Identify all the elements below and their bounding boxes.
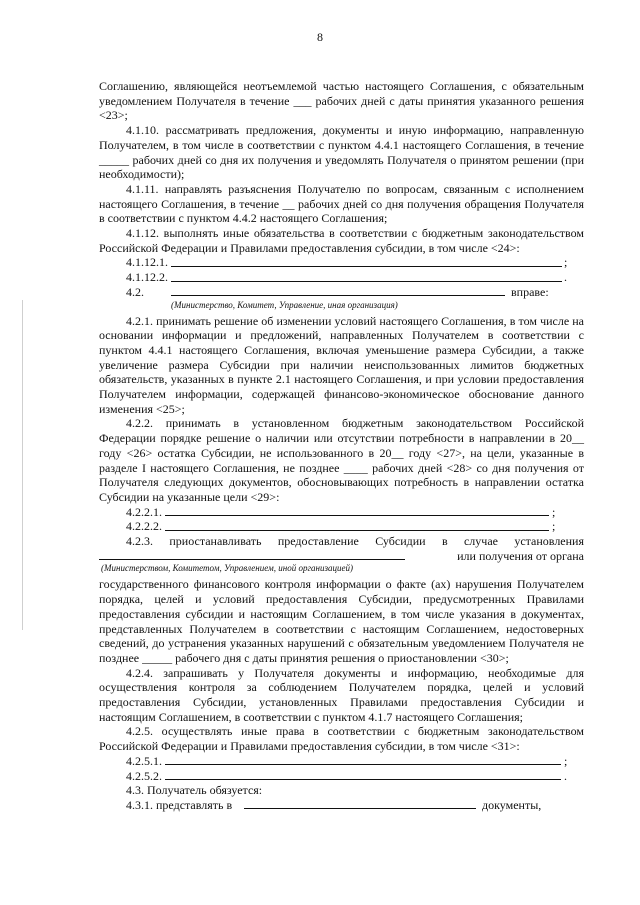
paragraph-4-1-10: 4.1.10. рассматривать предложения, документы и иную информацию, направленную Получателем, в том числе в соответствии с пунктом 4.4.1 настоящего Соглашения, в течение _____ рабочих дней со дня их получения и уведомлять Получателя о принятом решении (при необходимости); <box>99 123 584 182</box>
fill-in-line <box>171 266 562 267</box>
item-end: или получения от органа <box>457 548 584 563</box>
line-4-3 <box>99 783 584 798</box>
item-end: ; <box>552 519 556 534</box>
fill-in-line <box>165 779 561 780</box>
item-label: 4.2.2.2. <box>126 519 162 534</box>
blank-line-4-1-12-1 <box>99 255 584 270</box>
caption-4-2: (Министерство, Комитет, Управление, иная организация) <box>171 299 398 310</box>
fill-in-line <box>171 295 505 296</box>
item-label: 4.1.12.2. <box>126 270 168 285</box>
paragraph-4-2-4: 4.2.4. запрашивать у Получателя документы и информацию, необходимые для осуществления контроля за соблюдением Получателем порядка, целей и условий предоставления Субсидии, установленных Правилами предоставления Субсидии и настоящим Соглашением, в соответствии с пунктом 4.1.7 настоящего Соглашения; <box>99 665 584 724</box>
fill-in-line <box>165 515 549 516</box>
item-label: 4.2.2.1. <box>126 504 162 519</box>
document-body <box>99 79 584 813</box>
paragraph-4-1-11: 4.1.11. направлять разъяснения Получателю по вопросам, связанным с исполнением настоящего Соглашения, в течение __ рабочих дней со дня получения обращения Получателя в соответствии с пунктом 4.4.2 настоящего Соглашения; <box>99 181 584 226</box>
item-label: 4.2. <box>126 284 144 299</box>
item-label: 4.3. Получатель обязуется: <box>126 783 263 798</box>
fill-in-line <box>171 281 562 282</box>
blank-line-4-2-5-1 <box>99 754 584 769</box>
page-number: 8 <box>317 30 323 44</box>
caption-4-2-3: (Министерством, Комитетом, Управлением, иной организацией) <box>101 563 353 574</box>
paragraph-continuation: Соглашению, являющейся неотъемлемой частью настоящего Соглашения, с обязательным уведомлением Получателя в течение ___ рабочих дней с даты принятия указанного решения <23>; <box>99 79 584 123</box>
paragraph-4-2-1: 4.2.1. принимать решение об изменении условий настоящего Соглашения, в том числе на основании информации и предложений, направленных Получателем в соответствии с пунктом 4.4.1 настоящего Соглашения, включая уменьшение размера Субсидии, а также увеличение размера Субсидии при наличии неиспользованных лимитов бюджетных обязательств, указанных в пункте 2.1 настоящего Соглашения, и при условии предоставления Получателем информации, содержащей финансово-экономическое обоснование данного изменения <25>; <box>99 313 584 416</box>
paragraph-4-1-12: 4.1.12. выполнять иные обязательства в соответствии с бюджетным законодательством Российской Федерации и Правилами предоставления субсидии, в том числе <24>: <box>99 226 584 255</box>
fill-in-line <box>99 559 405 560</box>
item-end: ; <box>564 255 568 270</box>
item-label: 4.2.5.2. <box>126 768 162 783</box>
fill-in-line <box>165 530 549 531</box>
blank-line-4-1-12-2 <box>99 270 584 285</box>
paragraph-4-2-5: 4.2.5. осуществлять иные права в соответствии с бюджетным законодательством Российской Федерации и Правилами предоставления субсидии, в том числе <31>: <box>99 724 584 754</box>
item-end: документы, <box>482 797 542 812</box>
blank-line-4-2-2-1 <box>99 505 584 520</box>
item-end: ; <box>552 504 556 519</box>
fill-in-line <box>165 764 561 765</box>
item-end: вправе: <box>511 284 549 299</box>
item-label: 4.1.12.1. <box>126 255 168 270</box>
item-end: ; <box>564 753 568 768</box>
item-end: . <box>564 270 567 285</box>
item-label: 4.3.1. представлять в <box>126 797 233 812</box>
blank-line-4-2-2-2 <box>99 519 584 534</box>
paragraph-4-2-3: 4.2.3. приостанавливать предоставление Субсидии в случае установления <box>126 534 584 549</box>
paragraph-4-2-2: 4.2.2. принимать в установленном бюджетным законодательством Российской Федерации порядке решение о наличии или отсутствии потребности в направлении в 20__ году <26> остатка Субсидии, не использованного в 20__ году <27>, на цели, указанные в разделе I настоящего Соглашения, не позднее ____ рабочих дней <28> со дня получения от Получателя следующих документов, обосновывающих потребность в направлении остатка Субсидии на указанные цели <29>: <box>99 416 584 504</box>
fill-in-line <box>244 808 476 809</box>
blank-line-4-3-1 <box>99 798 584 813</box>
scan-margin-line <box>22 300 23 630</box>
blank-line-4-2 <box>99 285 584 300</box>
item-end: . <box>564 768 567 783</box>
item-label: 4.2.5.1. <box>126 753 162 768</box>
blank-line-4-2-3 <box>99 549 584 564</box>
paragraph-4-2-3-continuation: государственного финансового контроля информации о факте (ах) нарушения Получателем порядка, целей и условий предоставления Субсидии, предусмотренных Правилами предоставления субсидии и настоящим Соглашением, в том числе указания в документах, представленных Получателем в соответствии с настоящим Соглашением, недостоверных сведений, до устранения указанных нарушений с обязательным уведомлением Получателя не позднее _____ рабочего дня с даты принятия решения о приостановлении <30>; <box>99 577 584 665</box>
blank-line-4-2-5-2 <box>99 769 584 784</box>
